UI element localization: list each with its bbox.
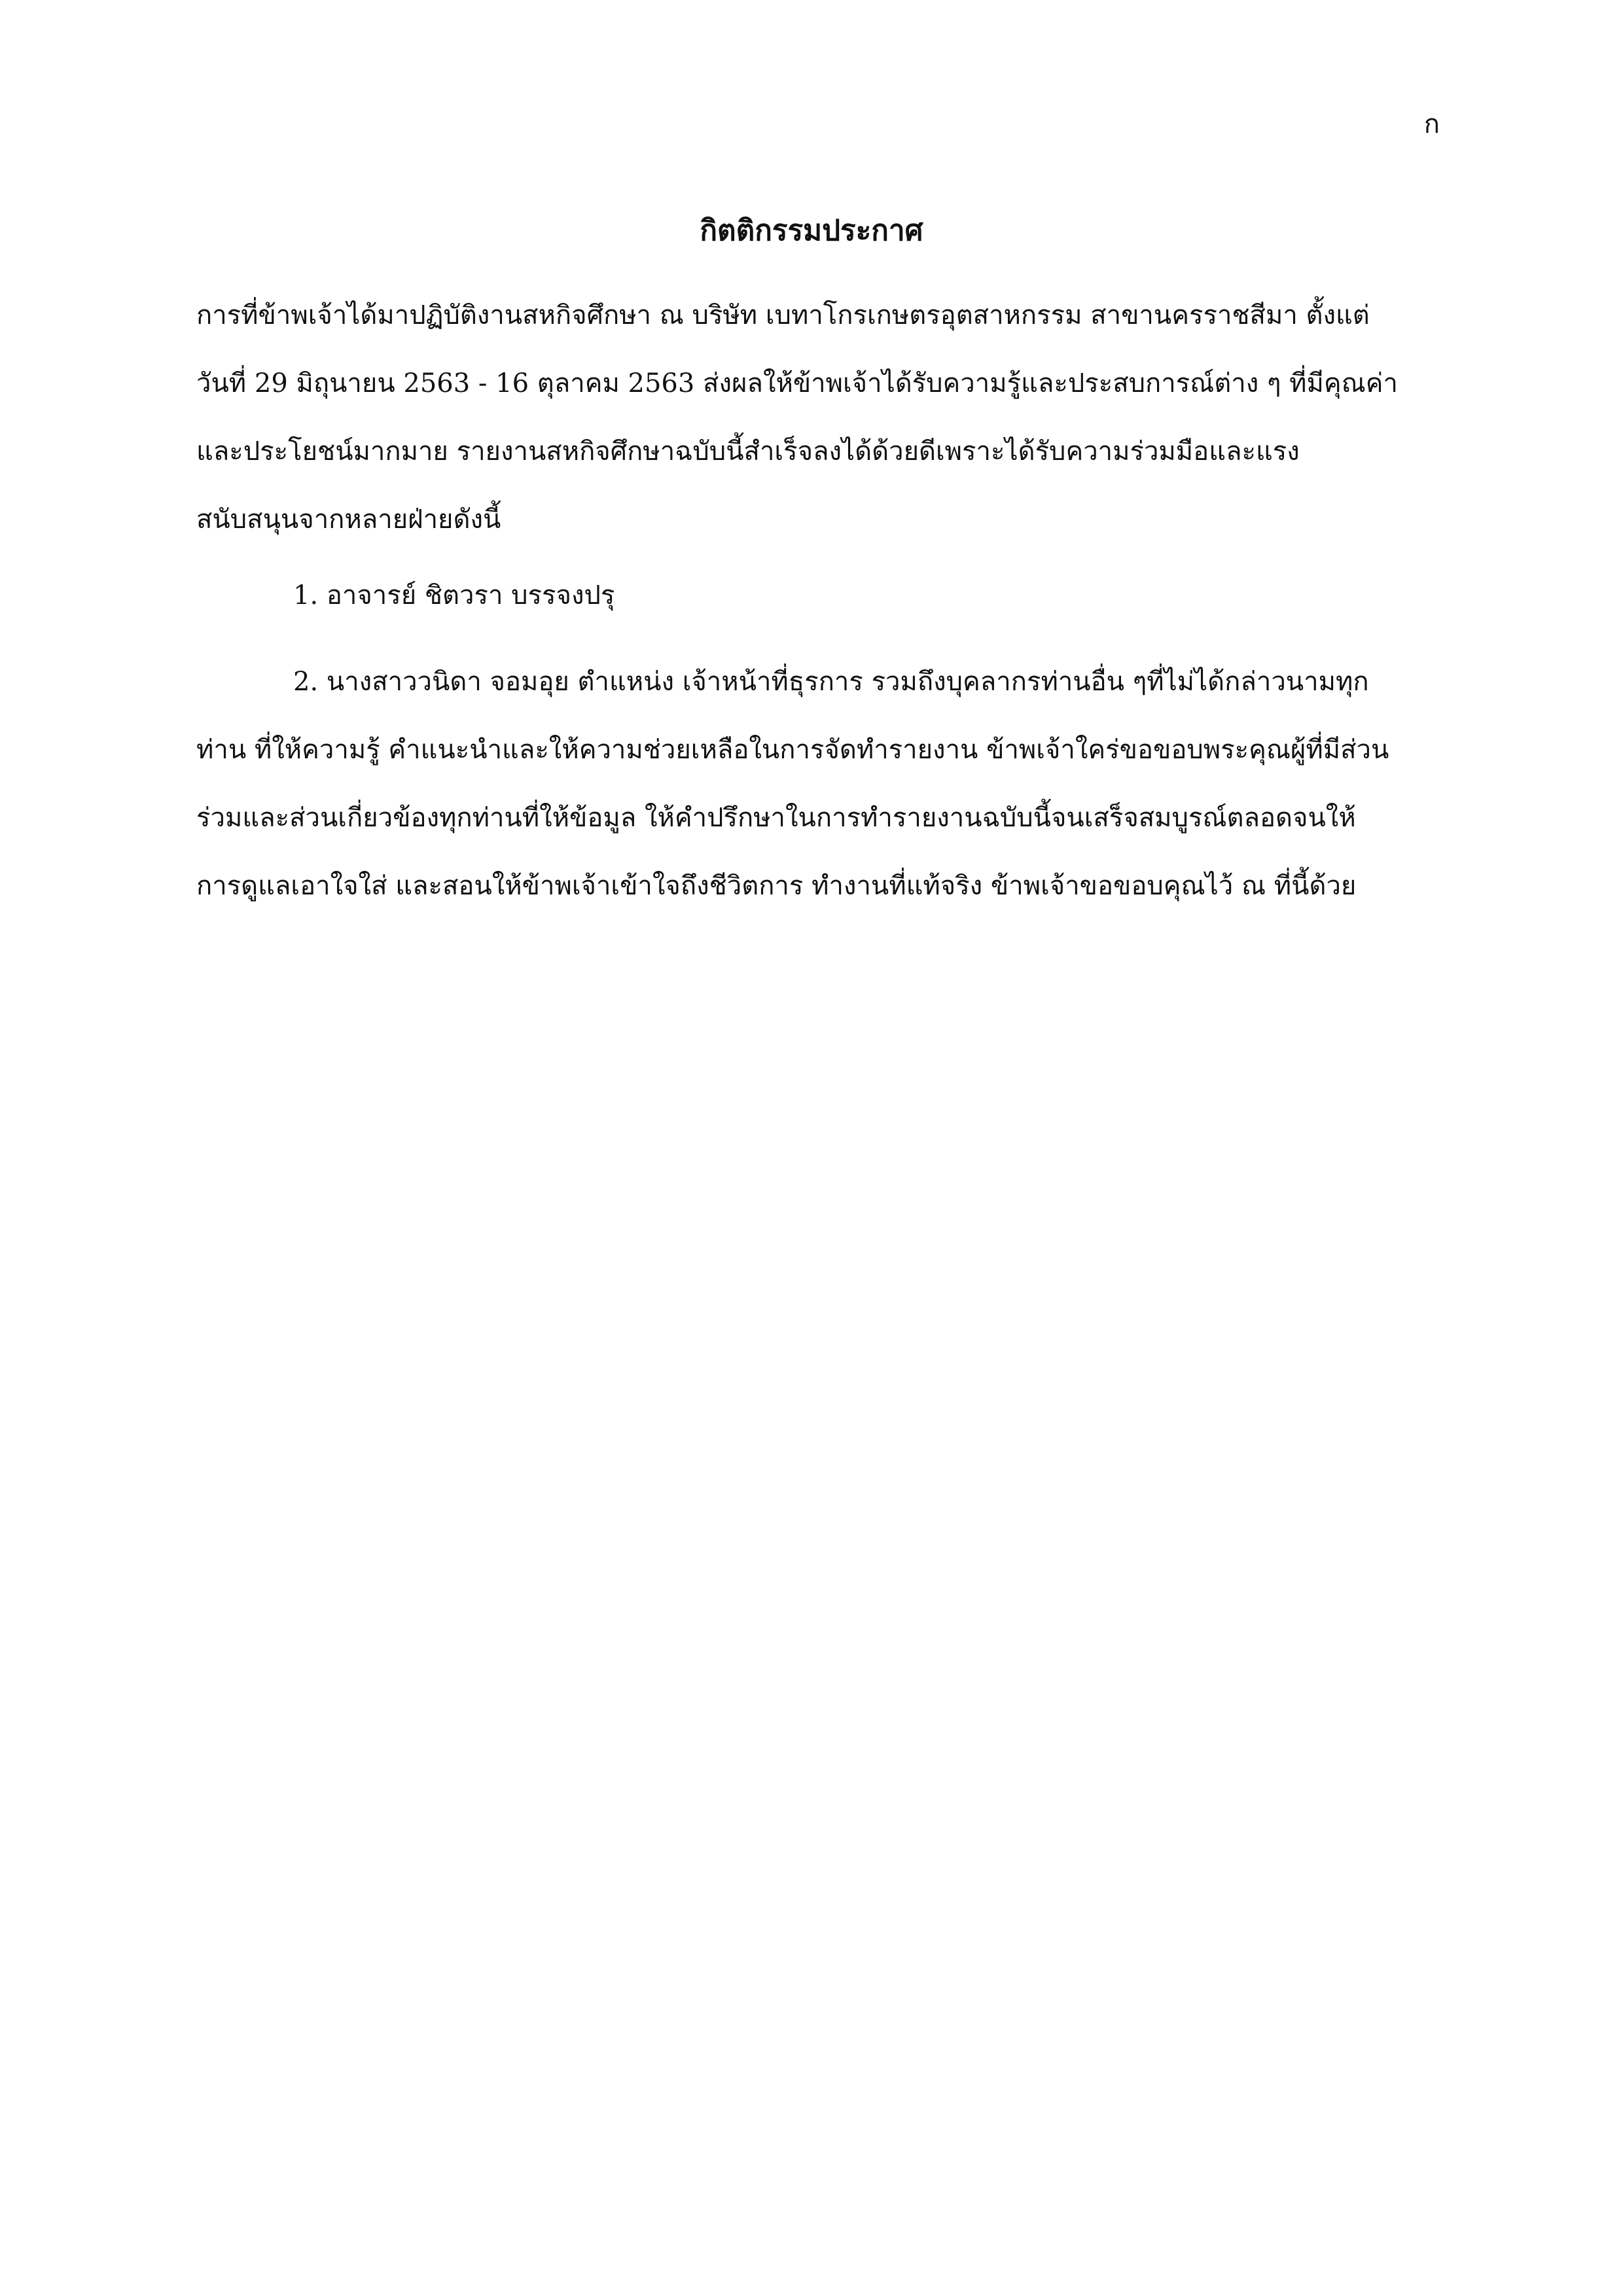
item2-line: ร่วมและส่วนเกี่ยวข้องทุกท่านที่ให้ข้อมูล ให้คำปรึกษาในการทำรายงานฉบับนี้จนเสร็จสมบูรณ์ตลอดจนให้	[196, 803, 1356, 833]
intro-paragraph	[196, 281, 1427, 554]
intro-line: วันที่ 29 มิถุนายน 2563 - 16 ตุลาคม 2563 ส่งผลให้ข้าพเจ้าได้รับความรู้และประสบการณ์ต่าง ๆ ที่มีคุณค่า	[196, 368, 1398, 398]
intro-line: การที่ข้าพเจ้าได้มาปฏิบัติงานสหกิจศึกษา ณ บริษัท เบทาโกรเกษตรอุตสาหกรรม สาขานครราชสีมา ตั้งแต่	[196, 300, 1370, 330]
acknowledgement-item-2	[196, 648, 1427, 920]
item2-line: การดูแลเอาใจใส่ และสอนให้ข้าพเจ้าเข้าใจถึงชีวิตการ ทำงานที่แท้จริง ข้าพเจ้าขอขอบคุณไว้ ณ ที่นี้ด้วย	[196, 871, 1357, 901]
page-number: ก	[1423, 109, 1440, 139]
item2-line: ท่าน ที่ให้ความรู้ คำแนะนำและให้ความช่วยเหลือในการจัดทำรายงาน ข้าพเจ้าใคร่ขอขอบพระคุณผู้ที่มีส่วน	[196, 735, 1389, 765]
page-title: กิตติกรรมประกาศ	[700, 214, 923, 247]
intro-line: สนับสนุนจากหลายฝ่ายดังนี้	[196, 504, 501, 535]
intro-line: และประโยชน์มากมาย รายงานสหกิจศึกษาฉบับนี้สำเร็จลงได้ด้วยดีเพราะได้รับความร่วมมือและแรง	[196, 436, 1300, 467]
acknowledgement-item-1: 1. อาจารย์ ชิตวรา บรรจงปรุ	[293, 580, 615, 610]
item2-line: 2. นางสาววนิดา จอมอุย ตำแหน่ง เจ้าหน้าที่ธุรการ รวมถึงบุคลากรท่านอื่น ๆที่ไม่ได้กล่าวนามทุก	[293, 667, 1369, 697]
